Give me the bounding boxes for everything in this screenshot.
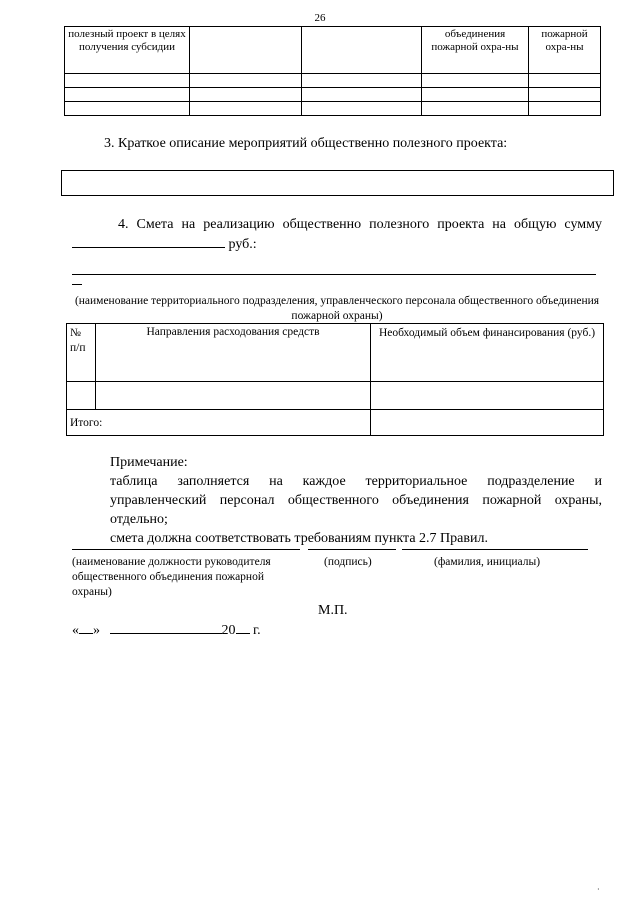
col-number-header: № п/п: [67, 324, 96, 382]
total-row: [67, 410, 604, 436]
total-sum-blank[interactable]: [72, 235, 225, 248]
section-4-heading: [72, 215, 602, 255]
project-description-field[interactable]: [61, 170, 614, 196]
signature-line[interactable]: [308, 549, 396, 550]
signature-caption: (подпись): [324, 556, 372, 568]
position-line[interactable]: [72, 549, 300, 550]
date-quote-close: »: [93, 623, 100, 638]
table-cell: пожарной охра-ны: [529, 27, 601, 74]
name-caption: (фамилия, инициалы): [434, 556, 541, 568]
name-line[interactable]: [402, 549, 588, 550]
col-amount-header: Необходимый объем финансирования (руб.): [371, 324, 604, 382]
scan-mark: ·: [597, 885, 600, 894]
year-prefix: 20: [221, 623, 236, 638]
note-line-1: таблица заполняется на каждое территориальное подразделение и управленческий персонал общественного объединения пожарной охраны, отдельно;: [110, 474, 602, 527]
section-4-unit: руб.:: [228, 237, 257, 252]
note-block: [72, 453, 602, 548]
table-cell: объединения пожарной охра-ны: [422, 27, 529, 74]
note-title: Примечание:: [110, 455, 188, 470]
section-3-heading: 3. Краткое описание мероприятий общественно полезного проекта:: [104, 136, 508, 151]
position-caption: (наименование должности руководителя общественного объединения пожарной охраны): [72, 556, 271, 598]
table-row: [65, 74, 601, 88]
page-number: 26: [314, 12, 326, 24]
table-cell: полезный проект в целях получения субсидии: [65, 27, 190, 74]
month-blank[interactable]: [110, 622, 222, 634]
total-value-cell[interactable]: [371, 410, 604, 436]
date-quote-open: «: [72, 623, 79, 638]
table-cell: [302, 27, 422, 74]
table-row: [65, 88, 601, 102]
table-cell[interactable]: [371, 382, 604, 410]
subdivision-name-line[interactable]: [72, 274, 596, 275]
col-direction-header: Направления расходования средств: [96, 324, 371, 382]
section-4-heading-text: 4. Смета на реализацию общественно полезного проекта на общую сумму: [118, 217, 602, 232]
subdivision-name-caption: (наименование территориального подразделения, управленческого персонала общественного объединения пожарной охраны): [74, 295, 600, 322]
date-line: [72, 622, 261, 639]
table-header-row: [67, 324, 604, 382]
table-cell[interactable]: [96, 382, 371, 410]
table-row: [67, 382, 604, 410]
subdivision-name-line-cont: [72, 284, 82, 285]
table-row: [65, 102, 601, 116]
total-label: Итого:: [67, 410, 371, 436]
note-line-2: смета должна соответствовать требованиям пункта 2.7 Правил.: [110, 531, 488, 546]
year-suffix: г.: [253, 623, 261, 638]
day-blank[interactable]: [79, 622, 93, 634]
budget-table: [66, 323, 604, 436]
project-table-continued: [64, 26, 601, 116]
stamp-place: М.П.: [318, 603, 348, 618]
table-cell: [190, 27, 302, 74]
year-blank[interactable]: [236, 622, 250, 634]
